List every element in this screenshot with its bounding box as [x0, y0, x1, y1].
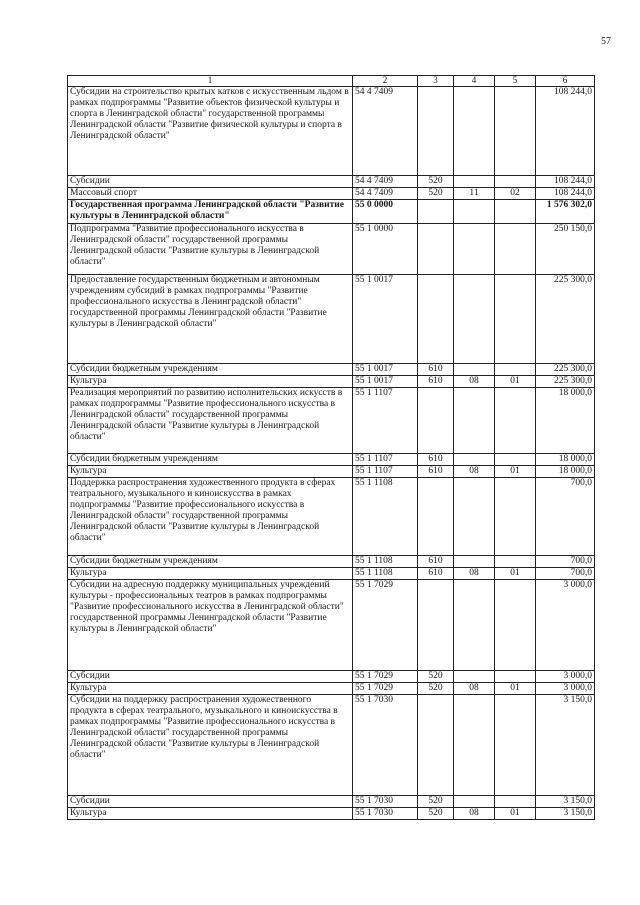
row-name-cell: Массовый спорт [68, 188, 353, 200]
amount-cell: 700,0 [536, 568, 595, 580]
expense-type-cell: 610 [418, 376, 454, 388]
target-code-cell: 55 1 0017 [353, 364, 418, 376]
table-row [68, 796, 595, 808]
expense-type-cell: 610 [418, 466, 454, 478]
section-cell [454, 671, 495, 683]
subsection-cell [495, 695, 536, 796]
section-cell [454, 695, 495, 796]
expense-type-cell [418, 87, 454, 176]
amount-cell: 108 244,0 [536, 87, 595, 176]
row-name-cell: Субсидии на строительство крытых катков с искусственным льдом в рамках подпрограммы "Развитие объектов физической культуры и спорта в Ленинградской области" государственной программы Ленинградской области "Развитие физической культуры и спорта в Ленинградской области" [68, 87, 353, 176]
target-code-cell: 54 4 7409 [353, 176, 418, 188]
row-name-cell: Реализация мероприятий по развитию исполнительских искусств в рамках подпрограммы "Развитие профессионального искусства в Ленинградской области" государственной программы Ленинградской области "Развитие культуры в Ленинградской области" [68, 388, 353, 454]
expense-type-cell [418, 695, 454, 796]
row-name-cell: Субсидии бюджетным учреждениям [68, 364, 353, 376]
expense-type-cell: 610 [418, 454, 454, 466]
amount-cell: 18 000,0 [536, 454, 595, 466]
table-row [68, 176, 595, 188]
expense-type-cell: 610 [418, 568, 454, 580]
subsection-cell [495, 556, 536, 568]
subsection-cell [495, 388, 536, 454]
table-row [68, 556, 595, 568]
section-cell: 08 [454, 466, 495, 478]
amount-cell: 700,0 [536, 478, 595, 556]
row-name-cell: Субсидии [68, 671, 353, 683]
section-cell [454, 580, 495, 671]
target-code-cell: 55 1 1107 [353, 466, 418, 478]
table-row [68, 466, 595, 478]
section-cell [454, 87, 495, 176]
row-name-cell: Культура [68, 683, 353, 695]
target-code-cell: 55 1 0000 [353, 224, 418, 275]
target-code-cell: 55 1 1108 [353, 478, 418, 556]
target-code-cell: 55 1 7030 [353, 808, 418, 820]
target-code-cell: 55 1 7029 [353, 580, 418, 671]
section-cell [454, 176, 495, 188]
section-cell [454, 224, 495, 275]
column-number-4: 4 [454, 76, 495, 87]
amount-cell: 18 000,0 [536, 466, 595, 478]
amount-cell: 108 244,0 [536, 188, 595, 200]
expense-type-cell [418, 580, 454, 671]
expense-type-cell: 610 [418, 556, 454, 568]
amount-cell: 225 300,0 [536, 364, 595, 376]
amount-cell: 1 576 302,0 [536, 200, 595, 224]
table-row [68, 376, 595, 388]
subsection-cell: 01 [495, 808, 536, 820]
table-row [68, 683, 595, 695]
table-row [68, 808, 595, 820]
amount-cell: 18 000,0 [536, 388, 595, 454]
section-cell: 08 [454, 683, 495, 695]
table-row [68, 695, 595, 796]
target-code-cell: 55 1 7029 [353, 671, 418, 683]
expense-type-cell [418, 388, 454, 454]
amount-cell: 3 150,0 [536, 695, 595, 796]
target-code-cell: 55 1 1107 [353, 388, 418, 454]
target-code-cell: 55 1 1107 [353, 454, 418, 466]
subsection-cell [495, 275, 536, 364]
row-name-cell: Субсидии бюджетным учреждениям [68, 454, 353, 466]
expense-type-cell [418, 478, 454, 556]
table-row [68, 364, 595, 376]
target-code-cell: 55 1 7030 [353, 695, 418, 796]
subsection-cell [495, 478, 536, 556]
subsection-cell [495, 200, 536, 224]
subsection-cell [495, 224, 536, 275]
page-number: 57 [601, 36, 611, 47]
amount-cell: 3 000,0 [536, 580, 595, 671]
row-name-cell: Подпрограмма "Развитие профессионального искусства в Ленинградской области" государственной программы Ленинградской области "Развитие культуры в Ленинградской области" [68, 224, 353, 275]
target-code-cell: 55 1 0017 [353, 376, 418, 388]
subsection-cell [495, 87, 536, 176]
amount-cell: 250 150,0 [536, 224, 595, 275]
table-row [68, 200, 595, 224]
row-name-cell: Субсидии на адресную поддержку муниципальных учреждений культуры - профессиональных театров в рамках подпрограммы "Развитие профессионального искусства в Ленинградской области" государственной программы Ленинградской области "Развитие культуры в Ленинградской области" [68, 580, 353, 671]
column-number-1: 1 [68, 76, 353, 87]
expense-type-cell: 520 [418, 671, 454, 683]
column-number-5: 5 [495, 76, 536, 87]
target-code-cell: 54 4 7409 [353, 188, 418, 200]
amount-cell: 3 150,0 [536, 808, 595, 820]
row-name-cell: Поддержка распространения художественного продукта в сферах театрального, музыкального и киноискусства в рамках подпрограммы "Развитие профессионального искусства в Ленинградской области" государственной программы Ленинградской области "Развитие культуры в Ленинградской области" [68, 478, 353, 556]
table-row [68, 275, 595, 364]
column-number-2: 2 [353, 76, 418, 87]
row-name-cell: Культура [68, 376, 353, 388]
section-cell: 08 [454, 808, 495, 820]
section-cell [454, 200, 495, 224]
amount-cell: 108 244,0 [536, 176, 595, 188]
section-cell [454, 478, 495, 556]
subsection-cell [495, 454, 536, 466]
target-code-cell: 55 1 1108 [353, 556, 418, 568]
table-row [68, 224, 595, 275]
section-cell [454, 364, 495, 376]
row-name-cell: Субсидии на поддержку распространения художественного продукта в сферах театрального, музыкального и киноискусства в рамках подпрограммы "Развитие профессионального искусства в Ленинградской области" государственной программы Ленинградской области "Развитие культуры в Ленинградской области" [68, 695, 353, 796]
row-name-cell: Предоставление государственным бюджетным и автономным учреждениям субсидий в рамках подпрограммы "Развитие профессионального искусства в Ленинградской области" государственной программы Ленинградской области "Развитие культуры в Ленинградской области" [68, 275, 353, 364]
target-code-cell: 55 1 7030 [353, 796, 418, 808]
row-name-cell: Культура [68, 466, 353, 478]
target-code-cell: 54 4 7409 [353, 87, 418, 176]
column-number-row [68, 76, 595, 87]
budget-table-body [68, 76, 595, 820]
amount-cell: 3 150,0 [536, 796, 595, 808]
table-row [68, 580, 595, 671]
subsection-cell: 01 [495, 568, 536, 580]
amount-cell: 225 300,0 [536, 376, 595, 388]
table-row [68, 671, 595, 683]
section-cell: 11 [454, 188, 495, 200]
amount-cell: 700,0 [536, 556, 595, 568]
section-cell [454, 556, 495, 568]
table-row [68, 478, 595, 556]
table-row [68, 568, 595, 580]
subsection-cell [495, 364, 536, 376]
subsection-cell: 02 [495, 188, 536, 200]
section-cell: 08 [454, 568, 495, 580]
amount-cell: 3 000,0 [536, 671, 595, 683]
subsection-cell [495, 796, 536, 808]
expense-type-cell: 610 [418, 364, 454, 376]
table-row [68, 87, 595, 176]
subsection-cell: 01 [495, 376, 536, 388]
target-code-cell: 55 0 0000 [353, 200, 418, 224]
budget-table [67, 75, 595, 820]
column-number-6: 6 [536, 76, 595, 87]
row-name-cell: Культура [68, 568, 353, 580]
subsection-cell [495, 580, 536, 671]
subsection-cell [495, 671, 536, 683]
row-name-cell: Культура [68, 808, 353, 820]
row-name-cell: Субсидии [68, 176, 353, 188]
expense-type-cell: 520 [418, 683, 454, 695]
target-code-cell: 55 1 1108 [353, 568, 418, 580]
section-cell: 08 [454, 376, 495, 388]
expense-type-cell: 520 [418, 176, 454, 188]
target-code-cell: 55 1 0017 [353, 275, 418, 364]
subsection-cell [495, 176, 536, 188]
row-name-cell: Субсидии [68, 796, 353, 808]
expense-type-cell: 520 [418, 796, 454, 808]
table-row [68, 388, 595, 454]
expense-type-cell [418, 275, 454, 364]
table-row [68, 188, 595, 200]
section-cell [454, 275, 495, 364]
expense-type-cell [418, 224, 454, 275]
row-name-cell: Субсидии бюджетным учреждениям [68, 556, 353, 568]
section-cell [454, 454, 495, 466]
section-cell [454, 796, 495, 808]
column-number-3: 3 [418, 76, 454, 87]
section-cell [454, 388, 495, 454]
subsection-cell: 01 [495, 683, 536, 695]
subsection-cell: 01 [495, 466, 536, 478]
amount-cell: 3 000,0 [536, 683, 595, 695]
expense-type-cell: 520 [418, 808, 454, 820]
expense-type-cell: 520 [418, 188, 454, 200]
row-name-cell: Государственная программа Ленинградской области "Развитие культуры в Ленинградской области" [68, 200, 353, 224]
amount-cell: 225 300,0 [536, 275, 595, 364]
expense-type-cell [418, 200, 454, 224]
target-code-cell: 55 1 7029 [353, 683, 418, 695]
table-row [68, 454, 595, 466]
